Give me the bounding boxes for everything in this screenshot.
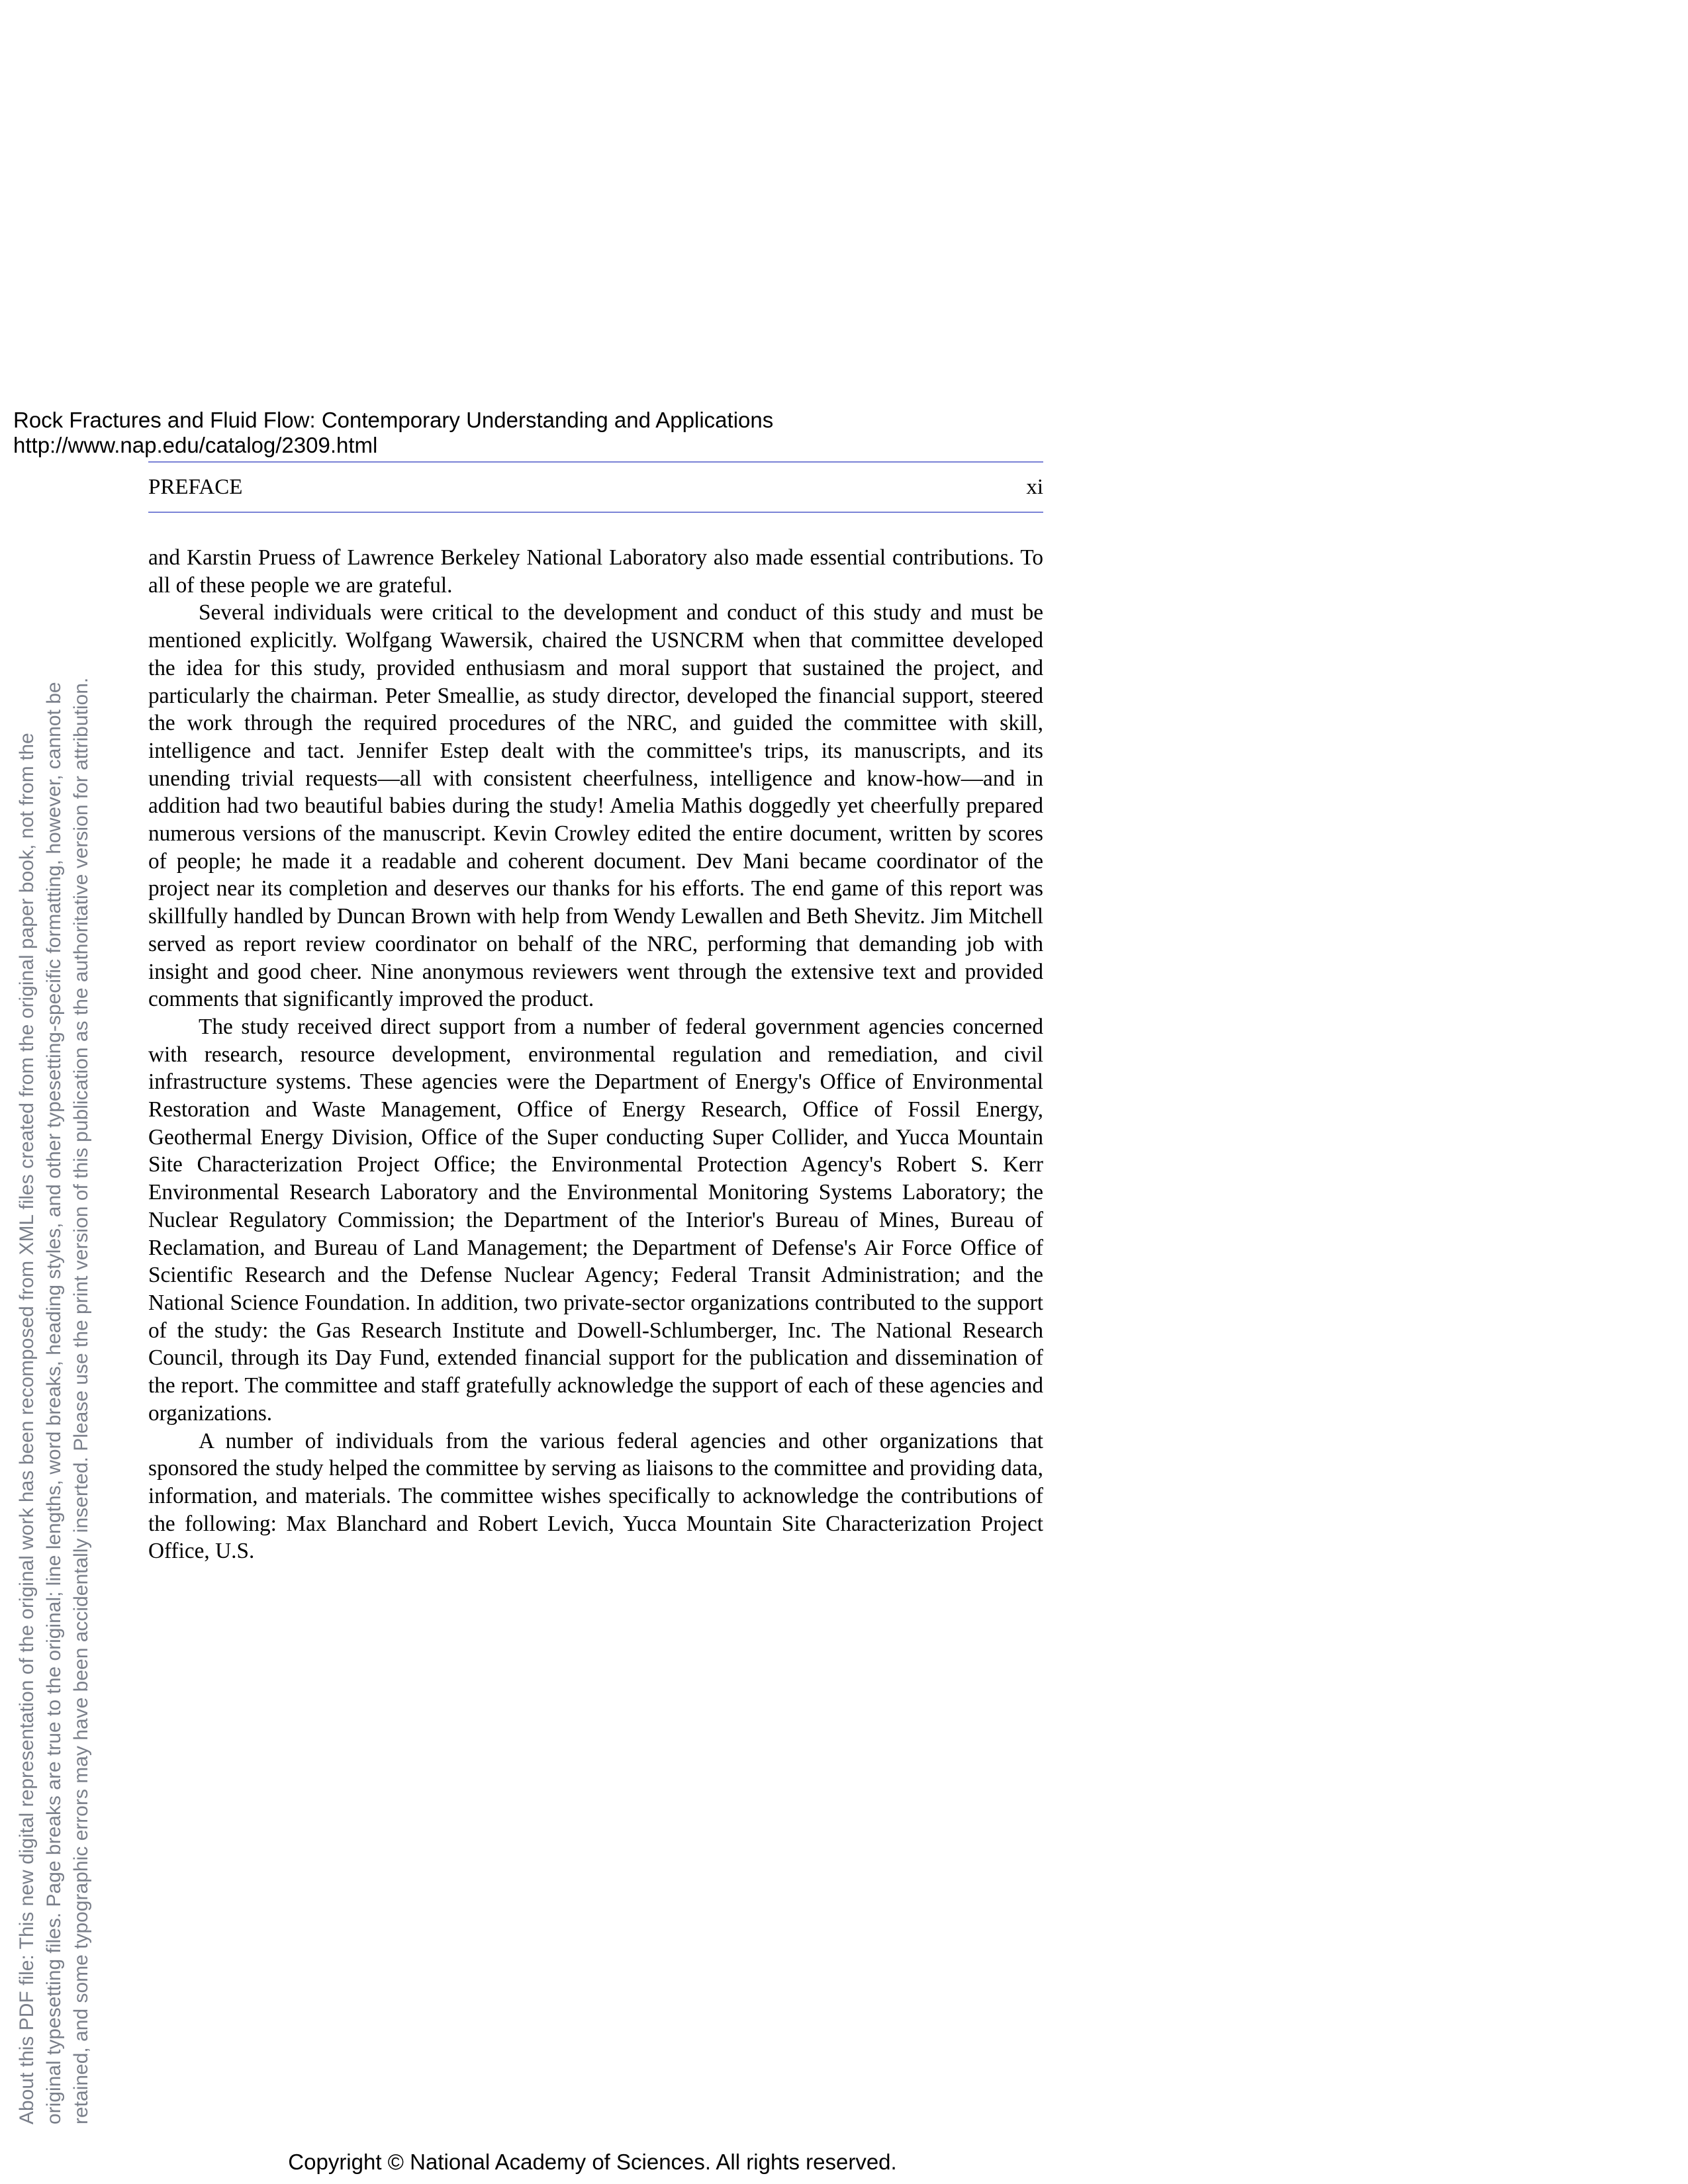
running-head — [148, 474, 1043, 500]
side-note-line: retained, and some typographic errors may have been accidentally inserted. Please use the print version of this publication as the authoritative version for attribution. — [70, 677, 92, 2124]
side-note — [13, 483, 95, 2124]
paragraph: A number of individuals from the various federal agencies and other organizations that sponsored the study helped the committee by serving as liaisons to the committee and providing data, information, and materials. The committee wishes specifically to acknowledge the contributions of the following: Max Blanchard and Robert Levich, Yucca Mountain Site Characterization Project Office, U.S. — [148, 1428, 1043, 1564]
side-note-line: original typesetting files. Page breaks are true to the original; line lengths, word breaks, heading styles, and other typesetting-specific formatting, however, cannot be — [43, 682, 65, 2124]
document-header — [13, 408, 773, 458]
section-title: PREFACE — [148, 475, 243, 499]
paragraph: The study received direct support from a number of federal government agencies concerned with research, resource development, environmental regulation and remediation, and civil infrastructure systems. These agencies were the Department of Energy's Office of Environmental Restoration and Waste Management, Office of Energy Research, Office of Fossil Energy, Geothermal Energy Division, Office of the Super conducting Super Collider, and Yucca Mountain Site Characterization Project Office; the Environmental Protection Agency's Robert S. Kerr Environmental Research Laboratory and the Environmental Monitoring Systems Laboratory; the Nuclear Regulatory Commission; the Department of the Interior's Bureau of Mines, Bureau of Reclamation, and Bureau of Land Management; the Department of Defense's Air Force Office of Scientific Research and the Defense Nuclear Agency; Federal Transit Administration; and the National Science Foundation. In addition, two private-sector organizations contributed to the support of the study: the Gas Research Institute and Dowell-Schlumberger, Inc. The National Research Council, through its Day Fund, extended financial support for the publication and dissemination of the report. The committee and staff gratefully acknowledge the support of each of these agencies and organizations. — [148, 1014, 1043, 1426]
book-title: Rock Fractures and Fluid Flow: Contemporary Understanding and Applications — [13, 408, 774, 432]
side-note-line: About this PDF file: This new digital representation of the original work has been recomposed from XML files created from the original paper book, not from the — [16, 733, 38, 2124]
header-rule-top — [148, 461, 1043, 463]
paragraph: Several individuals were critical to the development and conduct of this study and must be mentioned explicitly. Wolfgang Wawersik, chaired the USNCRM when that committee developed the idea for this study, provided enthusiasm and moral support that sustained the project, and particularly the chairman. Peter Smeallie, as study director, developed the financial support, steered the work through the required procedures of the NRC, and guided the committee with skill, intelligence and tact. Jennifer Estep dealt with the committee's trips, its manuscripts, and its unending trivial requests—all with consistent cheerfulness, intelligence and know-how—and in addition had two beautiful babies during the study! Amelia Mathis doggedly yet cheerfully prepared numerous versions of the manuscript. Kevin Crowley edited the entire document, written by scores of people; he made it a readable and coherent document. Dev Mani became coordinator of the project near its completion and deserves our thanks for his efforts. The end game of this report was skillfully handled by Duncan Brown with help from Wendy Lewallen and Beth Shevitz. Jim Mitchell served as report review coordinator on behalf of the NRC, performing that demanding job with insight and good cheer. Nine anonymous reviewers went through the extensive text and provided comments that significantly improved the product. — [148, 600, 1043, 1012]
body-text — [148, 544, 1043, 1565]
copyright-footer: Copyright © National Academy of Sciences. All rights reserved. — [288, 2150, 897, 2174]
page-number: xi — [1026, 475, 1043, 499]
header-rule-bottom — [148, 512, 1043, 513]
paragraph: and Karstin Pruess of Lawrence Berkeley National Laboratory also made essential contributions. To all of these people we are grateful. — [148, 545, 1043, 598]
catalog-url[interactable]: http://www.nap.edu/catalog/2309.html — [13, 433, 378, 457]
